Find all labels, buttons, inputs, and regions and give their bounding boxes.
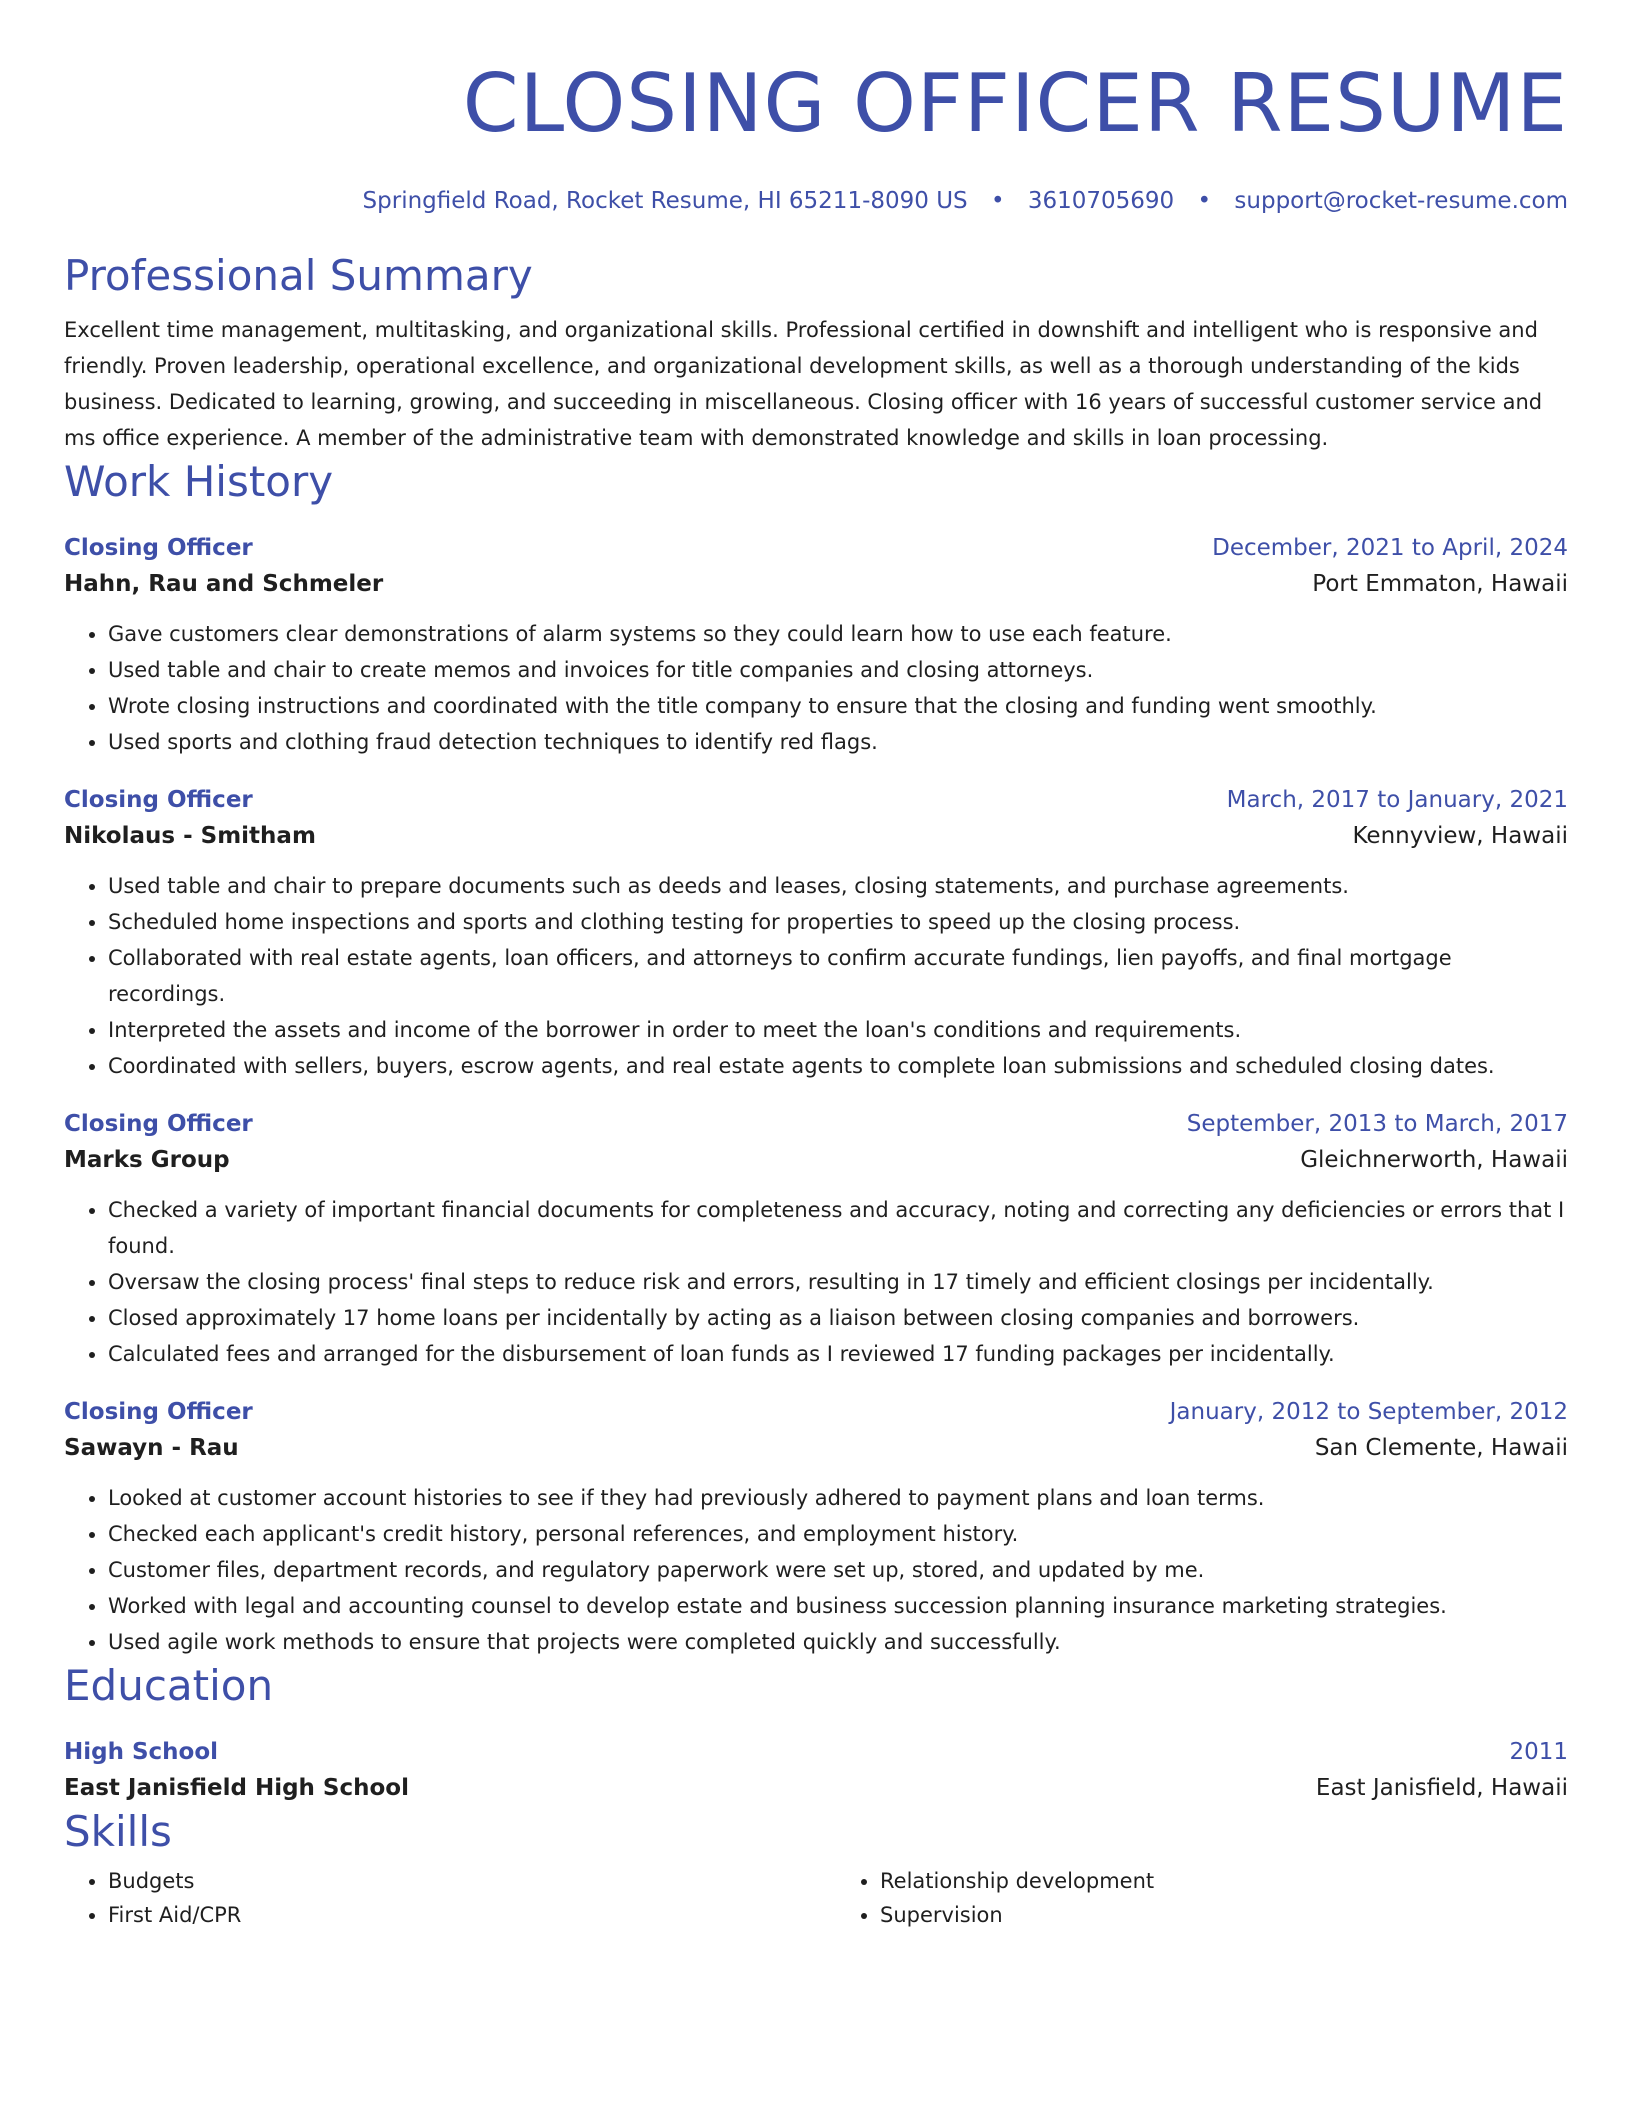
job-bullets (64, 868, 1568, 1084)
job-role: Closing Officer (64, 535, 253, 561)
skill-item: • Relationship development (880, 1864, 1568, 1898)
job-dates: December, 2021 to April, 2024 (1212, 535, 1568, 561)
address-text: Springfield Road, Rocket Resume, HI 65211-8090 US (362, 188, 968, 214)
job-location: Kennyview, Hawaii (1352, 823, 1568, 849)
bullet-item: • Oversaw the closing process' final steps to reduce risk and errors, resulting in 17 timely and efficient closings per incidentally. (108, 1264, 1568, 1300)
job-bullets (64, 616, 1568, 760)
job-dates: March, 2017 to January, 2021 (1226, 787, 1568, 813)
section-title-work-history: Work History (64, 457, 334, 506)
bullet-item: • Checked each applicant's credit history, personal references, and employment history. (108, 1516, 1568, 1552)
job-role: Closing Officer (64, 1111, 253, 1137)
education-school: East Janisfield High School (64, 1775, 409, 1801)
work-entry (64, 1106, 1568, 1372)
job-dates: January, 2012 to September, 2012 (1169, 1399, 1568, 1425)
bullet-item: • Coordinated with sellers, buyers, escrow agents, and real estate agents to complete loan submissions and scheduled closing dates. (108, 1048, 1568, 1084)
bullet-item: • Calculated fees and arranged for the disbursement of loan funds as I reviewed 17 funding packages per incidentally. (108, 1336, 1568, 1372)
bullet-item: • Used table and chair to prepare documents such as deeds and leases, closing statements, and purchase agreements. (108, 868, 1568, 904)
bullet-item: • Wrote closing instructions and coordinated with the title company to ensure that the closing and funding went smoothly. (108, 688, 1568, 724)
skills-column-left (64, 1864, 796, 1932)
section-title-summary: Professional Summary (64, 251, 533, 300)
bullet-item: • Closed approximately 17 home loans per incidentally by acting as a liaison between closing companies and borrowers. (108, 1300, 1568, 1336)
contact-line (64, 186, 1568, 216)
work-entry (64, 1394, 1568, 1660)
bullet-item: • Used sports and clothing fraud detection techniques to identify red flags. (108, 724, 1568, 760)
skills-column-right (836, 1864, 1568, 1932)
phone-text: 3610705690 (1027, 188, 1175, 214)
separator-dot: • (990, 188, 1005, 214)
work-entry (64, 782, 1568, 1084)
job-location: San Clemente, Hawaii (1314, 1435, 1568, 1461)
job-company: Hahn, Rau and Schmeler (64, 571, 384, 597)
job-bullets (64, 1480, 1568, 1660)
email-link[interactable]: support@rocket-resume.com (1234, 188, 1568, 214)
job-bullets (64, 1192, 1568, 1372)
education-year: 2011 (1509, 1739, 1568, 1765)
bullet-item: • Worked with legal and accounting counsel to develop estate and business succession planning insurance marketing strategies. (108, 1588, 1568, 1624)
bullet-item: • Interpreted the assets and income of the borrower in order to meet the loan's conditions and requirements. (108, 1012, 1568, 1048)
job-location: Gleichnerworth, Hawaii (1300, 1147, 1568, 1173)
bullet-item: • Used table and chair to create memos and invoices for title companies and closing attorneys. (108, 652, 1568, 688)
section-title-education: Education (64, 1661, 274, 1710)
skill-item: • Budgets (108, 1864, 796, 1898)
skills-list (64, 1864, 1568, 1932)
bullet-item: • Collaborated with real estate agents, loan officers, and attorneys to confirm accurate fundings, lien payoffs, and final mortgage recordings. (108, 940, 1568, 1012)
skill-item: • First Aid/CPR (108, 1898, 796, 1932)
bullet-item: • Looked at customer account histories to see if they had previously adhered to payment plans and loan terms. (108, 1480, 1568, 1516)
job-location: Port Emmaton, Hawaii (1312, 571, 1568, 597)
bullet-item: • Gave customers clear demonstrations of alarm systems so they could learn how to use each feature. (108, 616, 1568, 652)
job-role: Closing Officer (64, 787, 253, 813)
work-history-list (64, 530, 1568, 1660)
bullet-item: • Used agile work methods to ensure that projects were completed quickly and successfully. (108, 1624, 1568, 1660)
job-company: Sawayn - Rau (64, 1435, 239, 1461)
education-location: East Janisfield, Hawaii (1315, 1775, 1568, 1801)
job-role: Closing Officer (64, 1399, 253, 1425)
skill-item: • Supervision (880, 1898, 1568, 1932)
separator-dot: • (1197, 188, 1212, 214)
job-company: Marks Group (64, 1147, 230, 1173)
education-degree: High School (64, 1739, 219, 1765)
bullet-item: • Checked a variety of important financial documents for completeness and accuracy, noting and correcting any deficiencies or errors that I found. (108, 1192, 1568, 1264)
job-company: Nikolaus - Smitham (64, 823, 316, 849)
job-dates: September, 2013 to March, 2017 (1186, 1111, 1568, 1137)
education-entry (64, 1734, 1568, 1806)
bullet-item: • Scheduled home inspections and sports and clothing testing for properties to speed up the closing process. (108, 904, 1568, 940)
resume-title: CLOSING OFFICER RESUME (462, 57, 1568, 150)
section-title-skills: Skills (64, 1807, 172, 1856)
work-entry (64, 530, 1568, 760)
summary-text: Excellent time management, multitasking, and organizational skills. Professional certified in downshift and intelligent who is responsive and friendly. Proven leadership, operational excellence, and organizational development skills, as well as a thorough understanding of the kids business. Dedicated to learning, growing, and succeeding in miscellaneous. Closing officer with 16 years of successful customer service and ms office experience. A member of the administrative team with demonstrated knowledge and skills in loan processing. (64, 318, 1543, 450)
bullet-item: • Customer files, department records, and regulatory paperwork were set up, stored, and updated by me. (108, 1552, 1568, 1588)
